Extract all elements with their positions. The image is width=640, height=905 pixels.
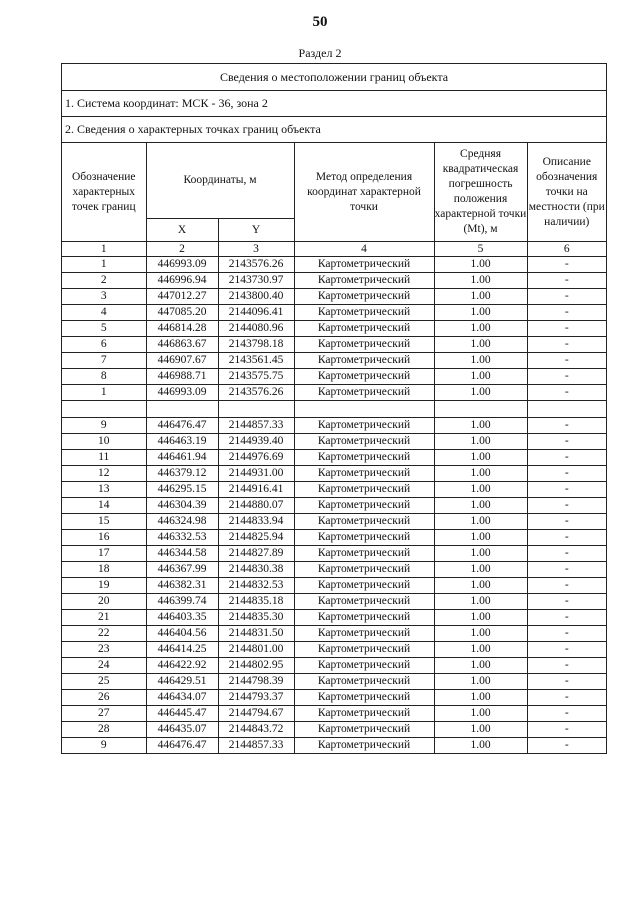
- table-cell: 2: [62, 273, 146, 289]
- table-cell: 1.00: [434, 305, 527, 321]
- col-error-header: Средняя квадратическая погрешность положения характерной точки (Mt), м: [434, 143, 527, 242]
- table-row: [62, 353, 606, 369]
- table-cell: 2144857.33: [218, 738, 294, 754]
- table-cell: Картометрический: [294, 562, 434, 578]
- table-cell: 13: [62, 482, 146, 498]
- table-row: [62, 450, 606, 466]
- table-row: [62, 706, 606, 722]
- table-cell: 446993.09: [146, 257, 218, 273]
- table-cell: 1.00: [434, 337, 527, 353]
- boundary-points-table: [61, 63, 607, 754]
- table-cell: 1.00: [434, 674, 527, 690]
- table-row: [62, 273, 606, 289]
- table-cell: 1.00: [434, 514, 527, 530]
- table-row: [62, 434, 606, 450]
- table-cell: -: [527, 642, 606, 658]
- table-cell: 1.00: [434, 530, 527, 546]
- table-cell: Картометрический: [294, 337, 434, 353]
- column-number: 5: [434, 242, 527, 257]
- coord-system-line: 1. Система координат: МСК - 36, зона 2: [62, 91, 606, 117]
- table-cell: -: [527, 305, 606, 321]
- table-row: [62, 482, 606, 498]
- table-cell: -: [527, 530, 606, 546]
- table-cell: 2144793.37: [218, 690, 294, 706]
- table-cell: 1.00: [434, 594, 527, 610]
- table-cell: 20: [62, 594, 146, 610]
- col-x-header: X: [146, 219, 218, 242]
- table-cell: Картометрический: [294, 674, 434, 690]
- table-cell: 23: [62, 642, 146, 658]
- table-cell: Картометрический: [294, 466, 434, 482]
- contour-separator-row: [62, 401, 606, 418]
- table-row: [62, 690, 606, 706]
- table-cell: 447012.27: [146, 289, 218, 305]
- table-cell: Картометрический: [294, 658, 434, 674]
- table-row: [62, 369, 606, 385]
- table-cell: 2144857.33: [218, 418, 294, 434]
- table-cell: 1.00: [434, 369, 527, 385]
- table-cell: -: [527, 738, 606, 754]
- table-cell: 2144096.41: [218, 305, 294, 321]
- table-cell: 446332.53: [146, 530, 218, 546]
- table-cell: 5: [62, 321, 146, 337]
- table-cell: Картометрический: [294, 530, 434, 546]
- table-cell: 2144835.30: [218, 610, 294, 626]
- table-cell: 446476.47: [146, 738, 218, 754]
- col-coordinates-header: Координаты, м: [146, 143, 294, 219]
- table-cell: 1.00: [434, 482, 527, 498]
- table-row: [62, 546, 606, 562]
- table-cell: 1.00: [434, 658, 527, 674]
- table-cell: -: [527, 562, 606, 578]
- table-cell: 2144831.50: [218, 626, 294, 642]
- table-cell: 11: [62, 450, 146, 466]
- table-cell: -: [527, 418, 606, 434]
- table-cell: 14: [62, 498, 146, 514]
- table-row: [62, 562, 606, 578]
- table-cell: 446463.19: [146, 434, 218, 450]
- table-cell: 446324.98: [146, 514, 218, 530]
- table-cell: 1.00: [434, 385, 527, 401]
- table-cell: 2144802.95: [218, 658, 294, 674]
- table-row: [62, 530, 606, 546]
- col-method-header: Метод определения координат характерной точки: [294, 143, 434, 242]
- table-row: [62, 418, 606, 434]
- table-cell: 446907.67: [146, 353, 218, 369]
- table-cell: 2144976.69: [218, 450, 294, 466]
- col-designation-header: Обозначение характерных точек границ: [62, 143, 146, 242]
- table-cell: 1.00: [434, 562, 527, 578]
- table-cell: 1.00: [434, 610, 527, 626]
- table-cell: -: [527, 706, 606, 722]
- table-cell: Картометрический: [294, 482, 434, 498]
- table-cell: Картометрический: [294, 690, 434, 706]
- table-cell: 19: [62, 578, 146, 594]
- table-cell: 2144798.39: [218, 674, 294, 690]
- table-cell: 9: [62, 738, 146, 754]
- table-cell: 446996.94: [146, 273, 218, 289]
- table-cell: 446367.99: [146, 562, 218, 578]
- table-row: [62, 385, 606, 401]
- table-cell: -: [527, 434, 606, 450]
- table-cell: 25: [62, 674, 146, 690]
- table-cell: 22: [62, 626, 146, 642]
- table-cell: 2144880.07: [218, 498, 294, 514]
- table-cell: 446434.07: [146, 690, 218, 706]
- table-cell: -: [527, 385, 606, 401]
- empty-cell: [146, 401, 218, 418]
- table-cell: Картометрический: [294, 642, 434, 658]
- table-cell: -: [527, 369, 606, 385]
- col-description-header: Описание обозначения точки на местности (при наличии): [527, 143, 606, 242]
- table-row: [62, 594, 606, 610]
- empty-cell: [434, 401, 527, 418]
- table-cell: 2144801.00: [218, 642, 294, 658]
- table-cell: Картометрический: [294, 626, 434, 642]
- column-number: 3: [218, 242, 294, 257]
- table-cell: 1.00: [434, 498, 527, 514]
- table-cell: 1: [62, 257, 146, 273]
- table-cell: 1.00: [434, 418, 527, 434]
- empty-cell: [294, 401, 434, 418]
- points-table: [62, 143, 606, 753]
- table-cell: 1.00: [434, 257, 527, 273]
- table-cell: Картометрический: [294, 610, 434, 626]
- table-cell: -: [527, 514, 606, 530]
- table-cell: Картометрический: [294, 578, 434, 594]
- table-cell: -: [527, 722, 606, 738]
- table-cell: 2144833.94: [218, 514, 294, 530]
- table-cell: 4: [62, 305, 146, 321]
- table-cell: 28: [62, 722, 146, 738]
- table-cell: 446399.74: [146, 594, 218, 610]
- table-cell: 446863.67: [146, 337, 218, 353]
- table-cell: 2143561.45: [218, 353, 294, 369]
- table-cell: -: [527, 626, 606, 642]
- table-cell: -: [527, 337, 606, 353]
- table-cell: 21: [62, 610, 146, 626]
- column-number: 4: [294, 242, 434, 257]
- table-row: [62, 305, 606, 321]
- column-number: 1: [62, 242, 146, 257]
- empty-cell: [527, 401, 606, 418]
- table-cell: Картометрический: [294, 498, 434, 514]
- table-cell: 446404.56: [146, 626, 218, 642]
- table-cell: 446814.28: [146, 321, 218, 337]
- table-cell: 1.00: [434, 434, 527, 450]
- table-cell: -: [527, 498, 606, 514]
- table-cell: -: [527, 273, 606, 289]
- table-row: [62, 498, 606, 514]
- table-cell: 1.00: [434, 450, 527, 466]
- table-row: [62, 321, 606, 337]
- table-cell: 9: [62, 418, 146, 434]
- points-body: [62, 257, 606, 754]
- table-cell: 1.00: [434, 722, 527, 738]
- table-cell: -: [527, 450, 606, 466]
- table-cell: Картометрический: [294, 273, 434, 289]
- table-cell: 2144080.96: [218, 321, 294, 337]
- table-cell: 446344.58: [146, 546, 218, 562]
- table-cell: 446414.25: [146, 642, 218, 658]
- table-cell: Картометрический: [294, 546, 434, 562]
- table-cell: 2144916.41: [218, 482, 294, 498]
- table-cell: 1.00: [434, 706, 527, 722]
- table-cell: 446295.15: [146, 482, 218, 498]
- table-cell: 446382.31: [146, 578, 218, 594]
- table-cell: Картометрический: [294, 738, 434, 754]
- table-cell: 1.00: [434, 642, 527, 658]
- table-cell: 1: [62, 385, 146, 401]
- table-row: [62, 610, 606, 626]
- table-cell: Картометрический: [294, 450, 434, 466]
- table-row: [62, 289, 606, 305]
- table-cell: 446988.71: [146, 369, 218, 385]
- table-cell: Картометрический: [294, 289, 434, 305]
- table-cell: 1.00: [434, 353, 527, 369]
- table-cell: 446445.47: [146, 706, 218, 722]
- table-cell: 2143798.18: [218, 337, 294, 353]
- table-cell: Картометрический: [294, 418, 434, 434]
- table-row: [62, 578, 606, 594]
- table-cell: 6: [62, 337, 146, 353]
- table-cell: Картометрический: [294, 514, 434, 530]
- table-cell: Картометрический: [294, 434, 434, 450]
- table-cell: 24: [62, 658, 146, 674]
- table-row: [62, 466, 606, 482]
- table-cell: 26: [62, 690, 146, 706]
- table-cell: 446379.12: [146, 466, 218, 482]
- table-row: [62, 674, 606, 690]
- table-cell: Картометрический: [294, 722, 434, 738]
- table-row: [62, 722, 606, 738]
- table-cell: 446476.47: [146, 418, 218, 434]
- table-cell: -: [527, 674, 606, 690]
- table-cell: -: [527, 546, 606, 562]
- table-cell: 1.00: [434, 626, 527, 642]
- table-cell: -: [527, 466, 606, 482]
- table-cell: 15: [62, 514, 146, 530]
- table-cell: 2144830.38: [218, 562, 294, 578]
- table-cell: 1.00: [434, 690, 527, 706]
- column-number: 2: [146, 242, 218, 257]
- table-cell: 446429.51: [146, 674, 218, 690]
- table-cell: 17: [62, 546, 146, 562]
- table-cell: 2144835.18: [218, 594, 294, 610]
- table-cell: 7: [62, 353, 146, 369]
- table-cell: 12: [62, 466, 146, 482]
- table-cell: Картометрический: [294, 257, 434, 273]
- table-cell: -: [527, 578, 606, 594]
- table-cell: -: [527, 353, 606, 369]
- section-label: Раздел 2: [298, 46, 342, 60]
- table-cell: -: [527, 658, 606, 674]
- table-cell: 2143576.26: [218, 385, 294, 401]
- table-cell: 2143730.97: [218, 273, 294, 289]
- table-cell: 2143576.26: [218, 257, 294, 273]
- table-cell: 446461.94: [146, 450, 218, 466]
- table-cell: Картометрический: [294, 385, 434, 401]
- table-cell: 27: [62, 706, 146, 722]
- table-row: [62, 658, 606, 674]
- table-cell: 2144939.40: [218, 434, 294, 450]
- table-cell: -: [527, 289, 606, 305]
- table-cell: 1.00: [434, 289, 527, 305]
- table-cell: 1.00: [434, 738, 527, 754]
- column-number: 6: [527, 242, 606, 257]
- table-cell: 16: [62, 530, 146, 546]
- table-cell: -: [527, 594, 606, 610]
- table-cell: 2144827.89: [218, 546, 294, 562]
- table-cell: 2143575.75: [218, 369, 294, 385]
- table-cell: 446403.35: [146, 610, 218, 626]
- table-cell: Картометрический: [294, 321, 434, 337]
- table-cell: Картометрический: [294, 706, 434, 722]
- table-cell: 2144794.67: [218, 706, 294, 722]
- table-cell: -: [527, 690, 606, 706]
- table-cell: 446304.39: [146, 498, 218, 514]
- table-cell: 1.00: [434, 321, 527, 337]
- table-cell: Картометрический: [294, 305, 434, 321]
- table-cell: 1.00: [434, 273, 527, 289]
- table-row: [62, 337, 606, 353]
- table-row: [62, 738, 606, 754]
- empty-cell: [62, 401, 146, 418]
- table-cell: 447085.20: [146, 305, 218, 321]
- table-cell: 18: [62, 562, 146, 578]
- table-cell: -: [527, 321, 606, 337]
- table-row: [62, 642, 606, 658]
- table-cell: 10: [62, 434, 146, 450]
- table-cell: Картометрический: [294, 353, 434, 369]
- table-cell: 1.00: [434, 466, 527, 482]
- table-cell: 446993.09: [146, 385, 218, 401]
- table-cell: 3: [62, 289, 146, 305]
- table-row: [62, 257, 606, 273]
- table-cell: Картометрический: [294, 369, 434, 385]
- table-cell: 2144843.72: [218, 722, 294, 738]
- table-row: [62, 514, 606, 530]
- table-title: Сведения о местоположении границ объекта: [62, 64, 606, 91]
- table-cell: 1.00: [434, 546, 527, 562]
- table-cell: -: [527, 482, 606, 498]
- points-heading-line: 2. Сведения о характерных точках границ объекта: [62, 117, 606, 143]
- table-cell: 446422.92: [146, 658, 218, 674]
- table-cell: 2144931.00: [218, 466, 294, 482]
- table-cell: -: [527, 610, 606, 626]
- page-number: 50: [312, 14, 328, 30]
- table-row: [62, 626, 606, 642]
- table-cell: 2144832.53: [218, 578, 294, 594]
- empty-cell: [218, 401, 294, 418]
- table-cell: 2143800.40: [218, 289, 294, 305]
- table-cell: -: [527, 257, 606, 273]
- table-cell: 446435.07: [146, 722, 218, 738]
- table-cell: 1.00: [434, 578, 527, 594]
- table-cell: 2144825.94: [218, 530, 294, 546]
- table-cell: 8: [62, 369, 146, 385]
- col-y-header: Y: [218, 219, 294, 242]
- table-cell: Картометрический: [294, 594, 434, 610]
